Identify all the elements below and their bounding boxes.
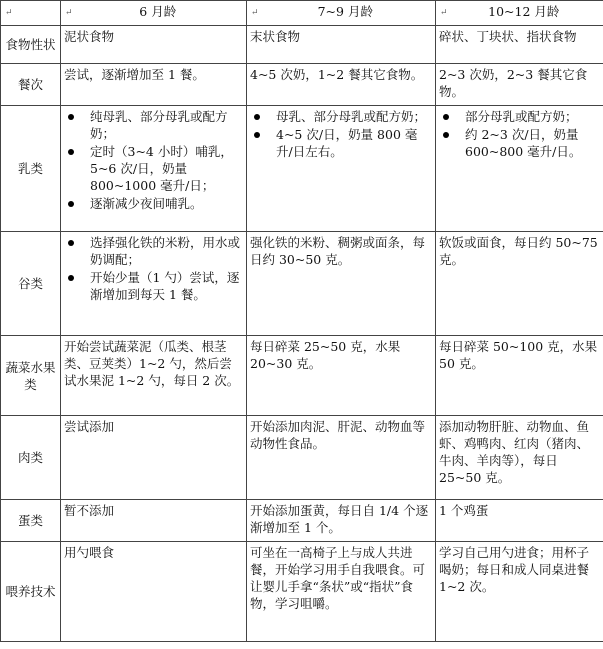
label-vegfruit: 蔬菜水果类 [1, 336, 61, 416]
cell-meals-6: 尝试，逐渐增加至 1 餐。 [61, 64, 247, 106]
list-item: 4~5 次/日，奶量 800 毫升/日左右。 [276, 126, 432, 160]
cell-cereal-6 [61, 232, 247, 336]
row-milk [1, 106, 603, 232]
paragraph-mark-icon: ↵ [5, 8, 13, 18]
bullet-icon [443, 132, 449, 138]
cell-egg-10-12: 1 个鸡蛋 [436, 500, 603, 542]
bullet-icon [68, 275, 74, 281]
header-10-12-months: ↵ 10~12 月龄 [436, 1, 603, 26]
cell-skills-6: 用勺喂食 [61, 542, 247, 642]
bullet-icon [68, 149, 74, 155]
row-skills [1, 542, 603, 642]
bullet-icon [443, 114, 449, 120]
bullet-icon [68, 201, 74, 207]
cell-vegfruit-7-9: 每日碎菜 25~50 克，水果 20~30 克。 [247, 336, 436, 416]
label-texture: 食物性状 [1, 26, 61, 64]
cell-egg-6: 暂不添加 [61, 500, 247, 542]
list-item: 开始少量（1 勺）尝试，逐渐增加到每天 1 餐。 [90, 269, 243, 303]
row-cereal [1, 232, 603, 336]
cell-skills-7-9: 可坐在一高椅子上与成人共进餐，开始学习用手自我喂食。可让婴儿手拿“条状”或“指状”食物，学习咀嚼。 [247, 542, 436, 642]
label-skills: 喂养技术 [1, 542, 61, 642]
list-item: 纯母乳、部分母乳或配方奶； [90, 108, 243, 142]
paragraph-mark-icon: ↵ [65, 8, 73, 18]
header-row [1, 1, 603, 26]
cell-meals-10-12: 2~3 次奶，2~3 餐其它食物。 [436, 64, 603, 106]
list-item: 约 2~3 次/日，奶量 600~800 毫升/日。 [465, 126, 600, 160]
cell-meat-10-12: 添加动物肝脏、动物血、鱼虾、鸡鸭肉、红肉（猪肉、牛肉、羊肉等），每日 25~50 克。 [436, 416, 603, 500]
header-6-months: ↵ 6 月龄 [61, 1, 247, 26]
list-item: 选择强化铁的米粉，用水或奶调配； [90, 234, 243, 268]
list-item: 逐渐减少夜间哺乳。 [90, 195, 243, 212]
cell-milk-6 [61, 106, 247, 232]
cell-skills-10-12: 学习自己用勺进食；用杯子喝奶；每日和成人同桌进餐 1~2 次。 [436, 542, 603, 642]
cell-vegfruit-10-12: 每日碎菜 50~100 克，水果 50 克。 [436, 336, 603, 416]
bullet-icon [254, 132, 260, 138]
cell-meals-7-9: 4~5 次奶，1~2 餐其它食物。 [247, 64, 436, 106]
row-meat [1, 416, 603, 500]
cell-cereal-10-12: 软饭或面食，每日约 50~75 克。 [436, 232, 603, 336]
cell-texture-6: 泥状食物 [61, 26, 247, 64]
label-meals: 餐次 [1, 64, 61, 106]
label-milk: 乳类 [1, 106, 61, 232]
cell-cereal-7-9: 强化铁的米粉、稠粥或面条，每日约 30~50 克。 [247, 232, 436, 336]
cell-texture-10-12: 碎状、丁块状、指状食物 [436, 26, 603, 64]
header-corner [1, 1, 61, 26]
bullet-icon [68, 240, 74, 246]
cell-texture-7-9: 末状食物 [247, 26, 436, 64]
label-meat: 肉类 [1, 416, 61, 500]
list-item: 部分母乳或配方奶； [465, 108, 600, 125]
header-7-9-months: ↵ 7~9 月龄 [247, 1, 436, 26]
cell-milk-7-9 [247, 106, 436, 232]
list-item: 定时（3~4 小时）哺乳，5~6 次/日，奶量 800~1000 毫升/日； [90, 143, 243, 194]
cell-egg-7-9: 开始添加蛋黄，每日自 1/4 个逐渐增加至 1 个。 [247, 500, 436, 542]
cell-vegfruit-6: 开始尝试蔬菜泥（瓜类、根茎类、豆荚类）1~2 勺，然后尝试水果泥 1~2 勺，每日 2 次。 [61, 336, 247, 416]
row-egg [1, 500, 603, 542]
row-texture [1, 26, 603, 64]
cell-milk-10-12 [436, 106, 603, 232]
list-item: 母乳、部分母乳或配方奶； [276, 108, 432, 125]
bullet-icon [254, 114, 260, 120]
row-vegfruit [1, 336, 603, 416]
cell-meat-7-9: 开始添加肉泥、肝泥、动物血等动物性食品。 [247, 416, 436, 500]
paragraph-mark-icon: ↵ [251, 8, 259, 18]
bullet-icon [68, 114, 74, 120]
row-meals [1, 64, 603, 106]
label-cereal: 谷类 [1, 232, 61, 336]
label-egg: 蛋类 [1, 500, 61, 542]
cell-meat-6: 尝试添加 [61, 416, 247, 500]
paragraph-mark-icon: ↵ [440, 8, 448, 18]
